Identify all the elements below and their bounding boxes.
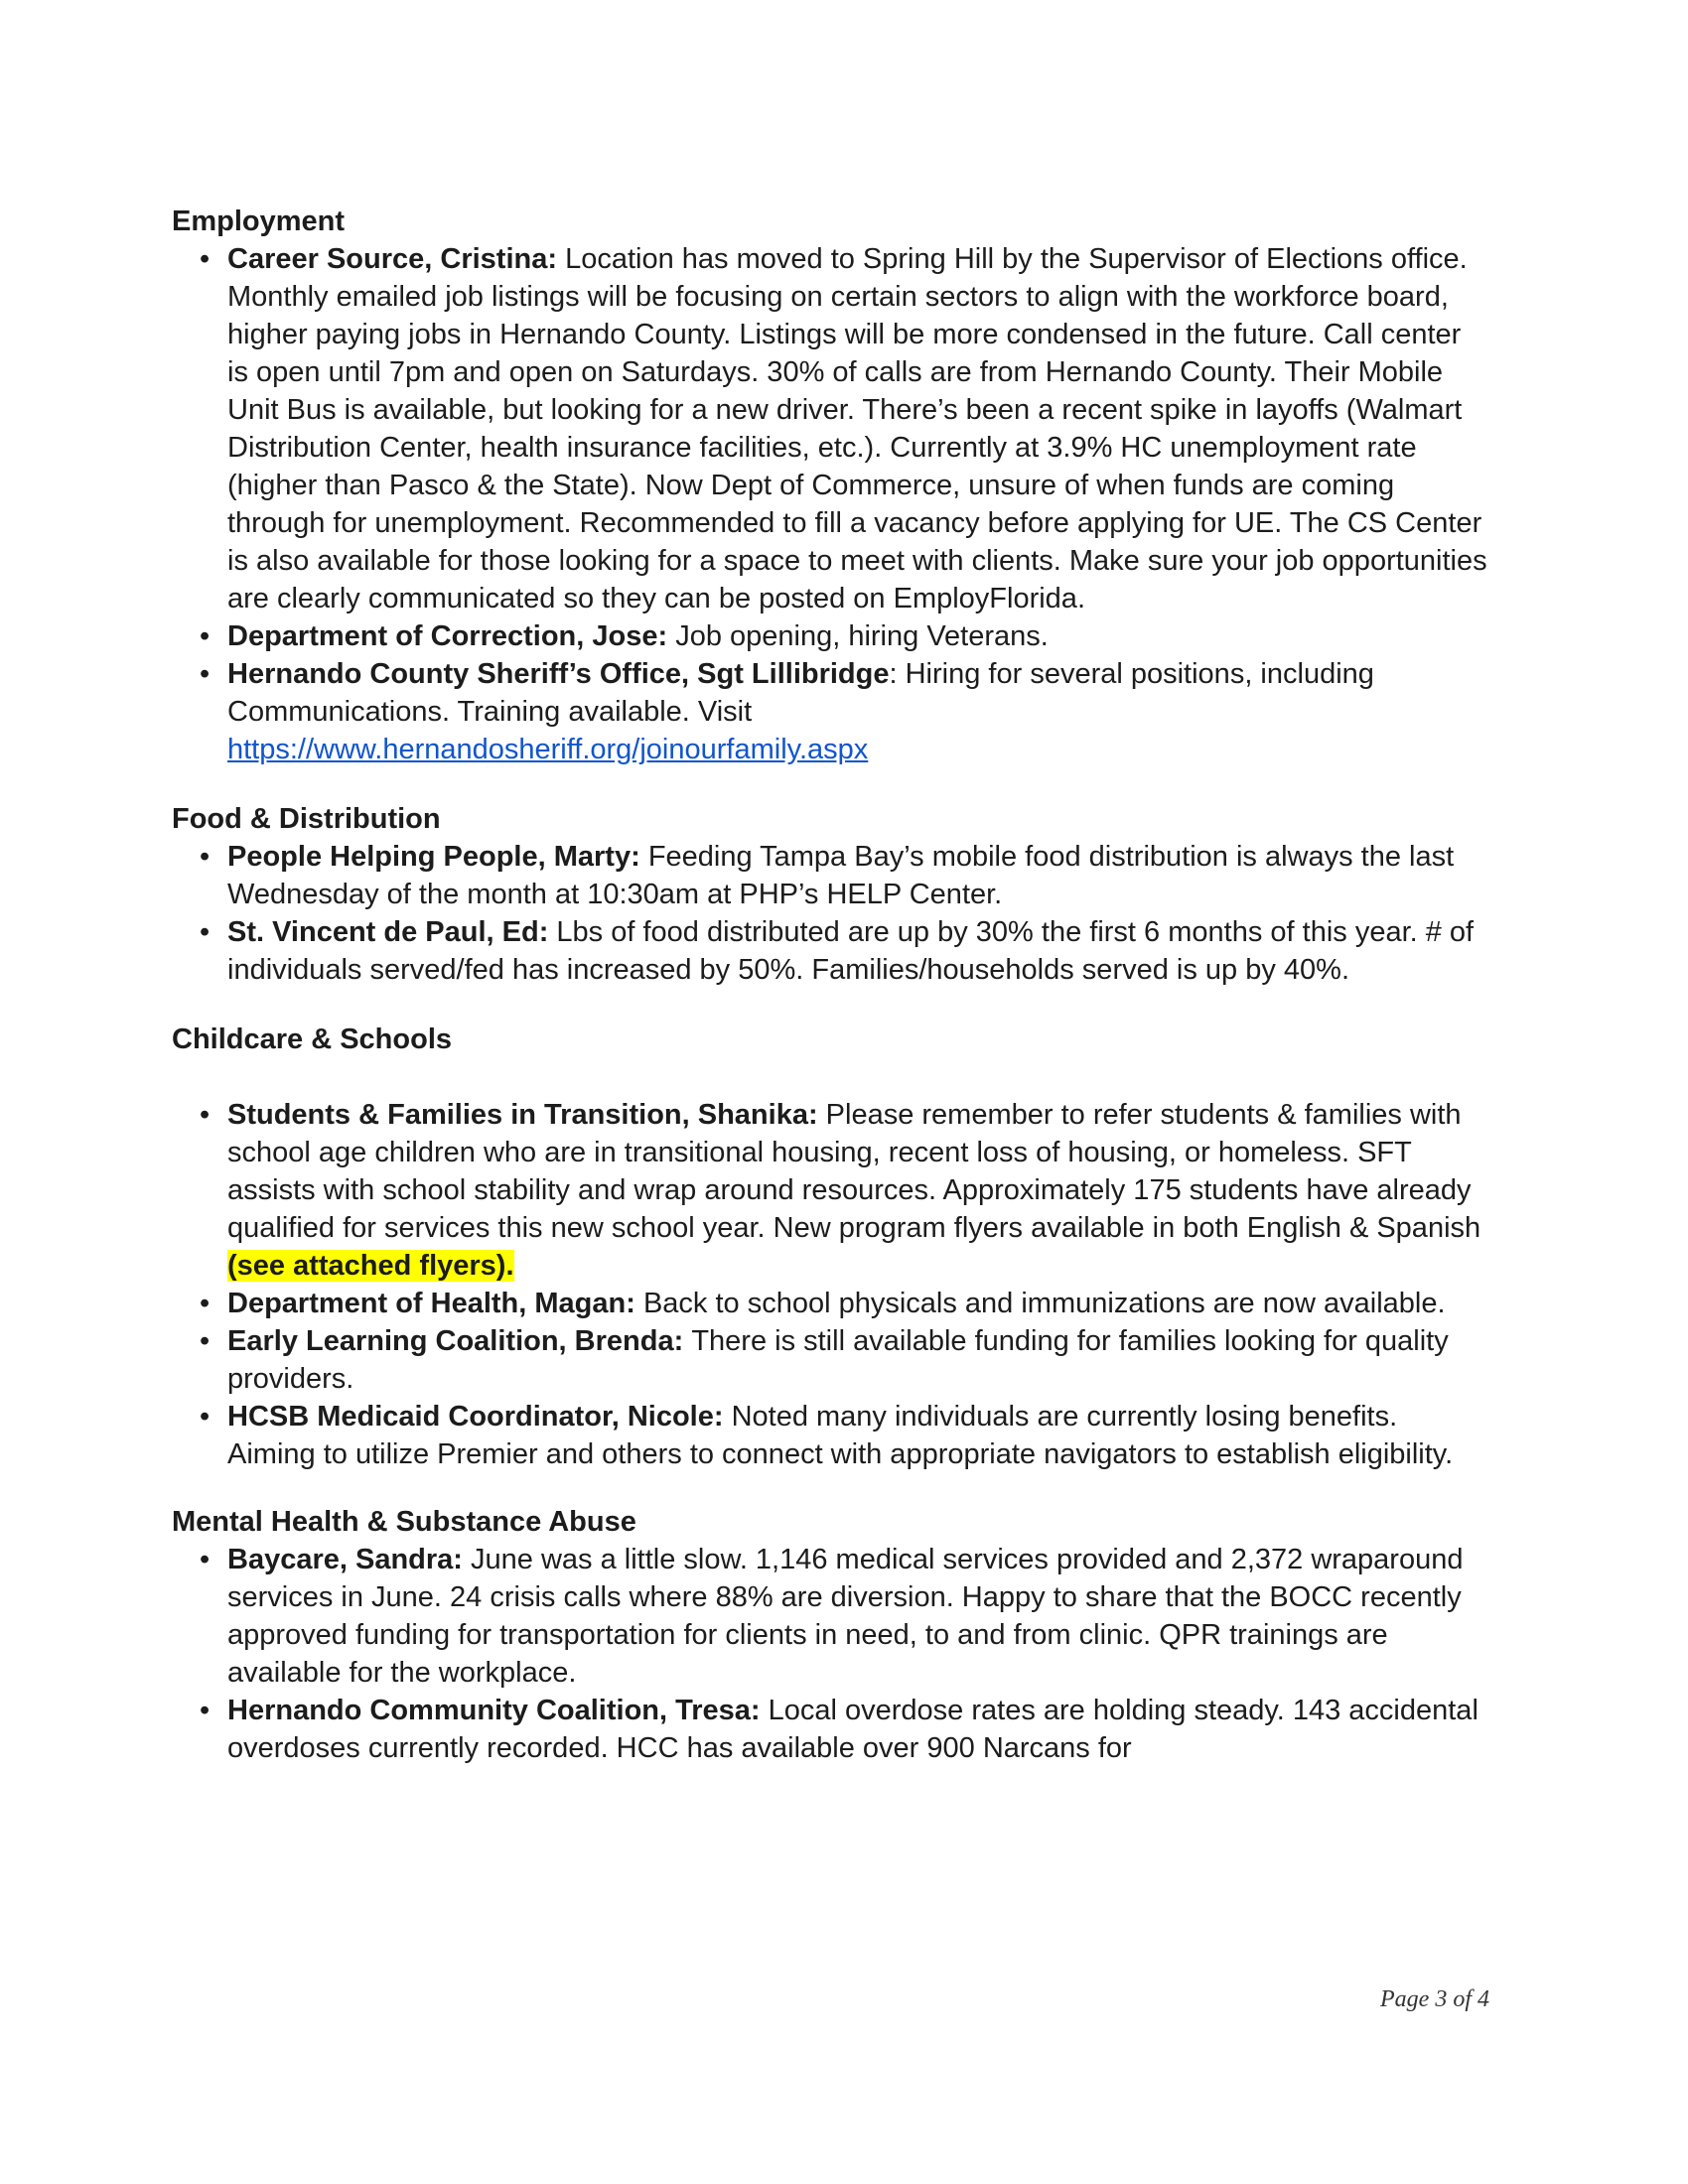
bullet-department-of-health bbox=[172, 1285, 1489, 1322]
bullet-text: Job opening, hiring Veterans. bbox=[675, 620, 1049, 652]
bullet-career-source bbox=[172, 240, 1489, 617]
bullet-lead: Early Learning Coalition, Brenda: bbox=[227, 1325, 692, 1357]
bullet-baycare bbox=[172, 1541, 1489, 1692]
bullet-lead: Career Source, Cristina: bbox=[227, 243, 566, 275]
bullet-text: There is still available funding for families looking for quality providers. bbox=[227, 1325, 1449, 1395]
employment-list bbox=[172, 240, 1489, 768]
bullet-lead: Hernando County Sheriff’s Office, Sgt Lillibridge bbox=[227, 658, 890, 690]
spacer bbox=[172, 1473, 1489, 1503]
section-title-employment: Employment bbox=[172, 205, 346, 237]
bullet-lead: People Helping People, Marty: bbox=[227, 841, 648, 873]
bullet-text: Noted many individuals are currently losing benefits. Aiming to utilize Premier and others to connect with appropriate navigators to establish eligibility. bbox=[227, 1401, 1454, 1470]
bullet-text: : Hiring for several positions, including Communications. Training available. Visit bbox=[227, 658, 1374, 728]
bullet-text: Back to school physicals and immunizations are now available. bbox=[642, 1288, 1446, 1319]
bullet-sheriffs-office bbox=[172, 655, 1489, 768]
page-number-footer: Page 3 of 4 bbox=[1380, 1986, 1489, 2012]
bullet-lead: HCSB Medicaid Coordinator, Nicole: bbox=[227, 1401, 732, 1433]
bullet-text: Local overdose rates are holding steady. 143 accidental overdoses currently recorded. HCC has available over 900 Narcans for bbox=[227, 1695, 1478, 1764]
section-title-childcare-schools: Childcare & Schools bbox=[172, 1024, 453, 1055]
bullet-lead: Baycare, Sandra: bbox=[227, 1544, 472, 1575]
bullet-hcsb-medicaid-coordinator bbox=[172, 1398, 1489, 1473]
bullet-text: Feeding Tampa Bay’s mobile food distribution is always the last Wednesday of the month at 10:30am at PHP’s HELP Center. bbox=[227, 841, 1455, 910]
bullet-people-helping-people bbox=[172, 838, 1489, 913]
spacer bbox=[172, 989, 1489, 1021]
section-title-mental-health: Mental Health & Substance Abuse bbox=[172, 1506, 636, 1538]
mental-health-list bbox=[172, 1541, 1489, 1767]
bullet-lead: Students & Families in Transition, Shanika: bbox=[227, 1099, 826, 1131]
bullet-early-learning-coalition bbox=[172, 1322, 1489, 1398]
bullet-text: Location has moved to Spring Hill by the Supervisor of Elections office. Monthly emailed job listings will be focusing on certain sectors to align with the workforce board, higher paying jobs in Hernando County. Listings will be more condensed in the future. Call center is open until 7pm and open on Saturdays. 30% of calls are from Hernando County. Their Mobile Unit Bus is available, but looking for a new driver. There’s been a recent spike in layoffs (Walmart Distribution Center, health insurance facilities, etc.). Currently at 3.9% HC unemployment rate (higher than Pasco & the State). Now Dept of Commerce, unsure of when funds are coming through for unemployment. Recommended to fill a vacancy before applying for UE. The CS Center is also available for those looking for a space to meet with clients. Make sure your job opportunities are clearly communicated so they can be posted on EmployFlorida. bbox=[227, 243, 1487, 614]
bullet-st-vincent-de-paul bbox=[172, 913, 1489, 989]
spacer bbox=[172, 1058, 1489, 1096]
bullet-department-of-correction bbox=[172, 617, 1489, 655]
childcare-schools-list bbox=[172, 1096, 1489, 1473]
bullet-lead: Hernando Community Coalition, Tresa: bbox=[227, 1695, 769, 1726]
bullet-text: June was a little slow. 1,146 medical services provided and 2,372 wraparound services in June. 24 crisis calls where 88% are diversion. Happy to share that the BOCC recently approved funding for transportation for clients in need, to and from clinic. QPR trainings are available for the workplace. bbox=[227, 1544, 1464, 1689]
bullet-lead: St. Vincent de Paul, Ed: bbox=[227, 916, 557, 948]
bullet-text: Please remember to refer students & families with school age children who are in transitional housing, recent loss of housing, or homeless. SFT assists with school stability and wrap around resources. Approximately 175 students have already qualified for services this new school year. New program flyers available in both English & Spanish bbox=[227, 1099, 1481, 1244]
bullet-text: Lbs of food distributed are up by 30% the first 6 months of this year. # of individuals served/fed has increased by 50%. Families/households served is up by 40%. bbox=[227, 916, 1475, 986]
highlighted-text: (see attached flyers). bbox=[227, 1250, 514, 1282]
spacer bbox=[172, 768, 1489, 800]
bullet-lead: Department of Health, Magan: bbox=[227, 1288, 643, 1319]
food-distribution-list bbox=[172, 838, 1489, 989]
sheriff-join-link[interactable]: https://www.hernandosheriff.org/joinourfamily.aspx bbox=[227, 734, 869, 765]
bullet-students-families-transition bbox=[172, 1096, 1489, 1285]
bullet-hernando-community-coalition bbox=[172, 1692, 1489, 1767]
bullet-lead: Department of Correction, Jose: bbox=[227, 620, 676, 652]
section-title-food-distribution: Food & Distribution bbox=[172, 803, 441, 835]
